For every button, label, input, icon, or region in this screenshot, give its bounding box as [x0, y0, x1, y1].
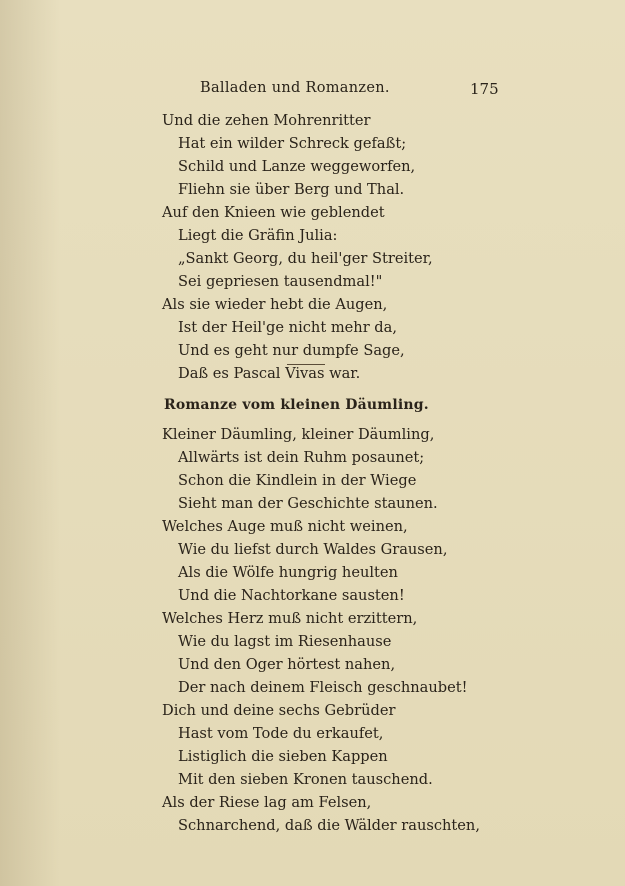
verse-line: Und die zehen Mohrenritter — [162, 112, 371, 129]
verse-line: Wie du lagst im Riesenhause — [178, 633, 392, 650]
verse-line: Listiglich die sieben Kappen — [178, 748, 388, 765]
verse-line: Und den Oger hörtest nahen, — [178, 656, 396, 673]
verse-line: Mit den sieben Kronen tauschend. — [178, 771, 433, 788]
running-title: Balladen und Romanzen. — [200, 80, 390, 96]
verse-line: Wie du liefst durch Waldes Grausen, — [178, 541, 448, 558]
verse-line: Als die Wölfe hungrig heulten — [178, 564, 398, 581]
page-header — [0, 80, 625, 102]
verse-line: Schnarchend, daß die Wälder rauschten, — [178, 817, 480, 834]
verse-line: Schon die Kindlein in der Wiege — [178, 472, 417, 489]
verse-line: Und es geht nur dumpfe Sage, — [178, 342, 405, 359]
verse-line: Liegt die Gräfin Julia: — [178, 227, 338, 244]
verse-line: Allwärts ist dein Ruhm posaunet; — [178, 449, 425, 466]
verse-line: Schild und Lanze weggeworfen, — [178, 158, 416, 175]
verse-line: Fliehn sie über Berg und Thal. — [178, 181, 405, 198]
verse-line: Ist der Heil'ge nicht mehr da, — [178, 319, 397, 336]
verse-line: Daß es Pascal Vivas war. — [178, 365, 361, 382]
verse-line: Sei gepriesen tausendmal!" — [178, 273, 383, 290]
section-divider — [287, 364, 325, 365]
page-number: 175 — [470, 80, 499, 98]
verse-line: Und die Nachtorkane sausten! — [178, 587, 405, 604]
verse-line: Als sie wieder hebt die Augen, — [162, 296, 388, 313]
verse-line: Der nach deinem Fleisch geschnaubet! — [178, 679, 468, 696]
verse-line: Als der Riese lag am Felsen, — [162, 794, 372, 811]
verse-line: Auf den Knieen wie geblendet — [162, 204, 385, 221]
verse-line: Sieht man der Geschichte staunen. — [178, 495, 438, 512]
verse-line: Dich und deine sechs Gebrüder — [162, 702, 396, 719]
poem-title: Romanze vom kleinen Däumling. — [164, 397, 429, 413]
verse-line: Kleiner Däumling, kleiner Däumling, — [162, 426, 435, 443]
verse-line: „Sankt Georg, du heil'ger Streiter, — [178, 250, 433, 267]
verse-line: Welches Auge muß nicht weinen, — [162, 518, 408, 535]
verse-line: Hast vom Tode du erkaufet, — [178, 725, 384, 742]
verse-line: Hat ein wilder Schreck gefaßt; — [178, 135, 407, 152]
verse-line: Welches Herz muß nicht erzittern, — [162, 610, 418, 627]
